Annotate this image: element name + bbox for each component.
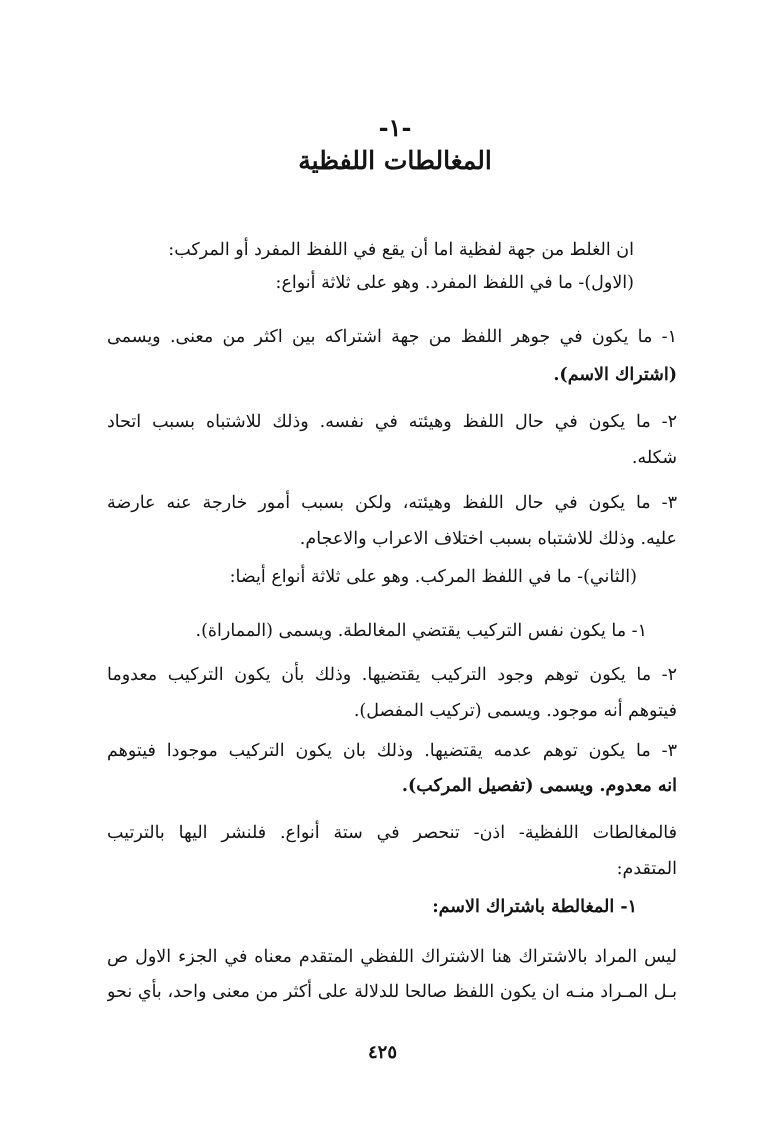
paragraph-line: ٣- ما يكون في حال اللفظ وهيئته، ولكن بسبب أمور خارجة عنه عارضة — [107, 493, 677, 513]
section-number: -١- — [378, 113, 412, 142]
paragraph-line: ١- ما يكون نفس التركيب يقتضي المغالطة. ويسمى (المماراة). — [195, 621, 647, 641]
paragraph-line: ٢- ما يكون في حال اللفظ وهيئته في نفسه. وذلك للاشتباه بسبب اتحاد — [107, 412, 677, 432]
section-title: المغالطات اللفظية — [298, 146, 492, 175]
paragraph-line: انه معدوم. ويسمى (تفصيل المركب). — [401, 776, 677, 796]
paragraph-line: (الثاني)- ما في اللفظ المركب. وهو على ثلاثة أنواع أيضا: — [229, 567, 637, 587]
paragraph-line: (الاول)- ما في اللفظ المفرد. وهو على ثلاثة أنواع: — [275, 273, 634, 293]
paragraph-line: عليه. وذلك للاشتباه بسبب اختلاف الاعراب والاعجام. — [299, 529, 677, 549]
paragraph-line: ٢- ما يكون توهم وجود التركيب يقتضيها. وذلك بأن يكون التركيب معدوما — [107, 665, 677, 685]
paragraph-line: ليس المراد بالاشتراك هنا الاشتراك اللفظي المتقدم معناه في الجزء الاول ص — [107, 947, 677, 967]
paragraph-line: المتقدم: — [616, 859, 677, 879]
paragraph-line: فيتوهم أنه موجود. ويسمى (تركيب المفصل). — [353, 701, 677, 721]
subsection-heading: ١- المغالطة باشتراك الاسم: — [432, 897, 637, 917]
paragraph-line: شكله. — [631, 448, 677, 468]
paragraph-line: فالمغالطات اللفظية- اذن- تنحصر في ستة أنواع. فلنشر اليها بالترتيب — [107, 823, 677, 843]
paragraph-line: بـل المـراد منـه ان يكون اللفظ صالحا للدلالة على أكثر من معنى واحد، بأي نحو — [107, 982, 677, 1002]
page-number: ٤٢٥ — [367, 1042, 397, 1063]
paragraph-line: ان الغلط من جهة لفظية اما أن يقع في اللفظ المفرد أو المركب: — [168, 240, 634, 260]
paragraph-line: (اشتراك الاسم). — [553, 365, 677, 385]
paragraph-line: ١- ما يكون في جوهر اللفظ من جهة اشتراكه بين اكثر من معنى. ويسمى — [107, 327, 677, 347]
paragraph-line: ٣- ما يكون توهم عدمه يقتضيها. وذلك بان يكون التركيب موجودا فيتوهم — [107, 741, 677, 761]
